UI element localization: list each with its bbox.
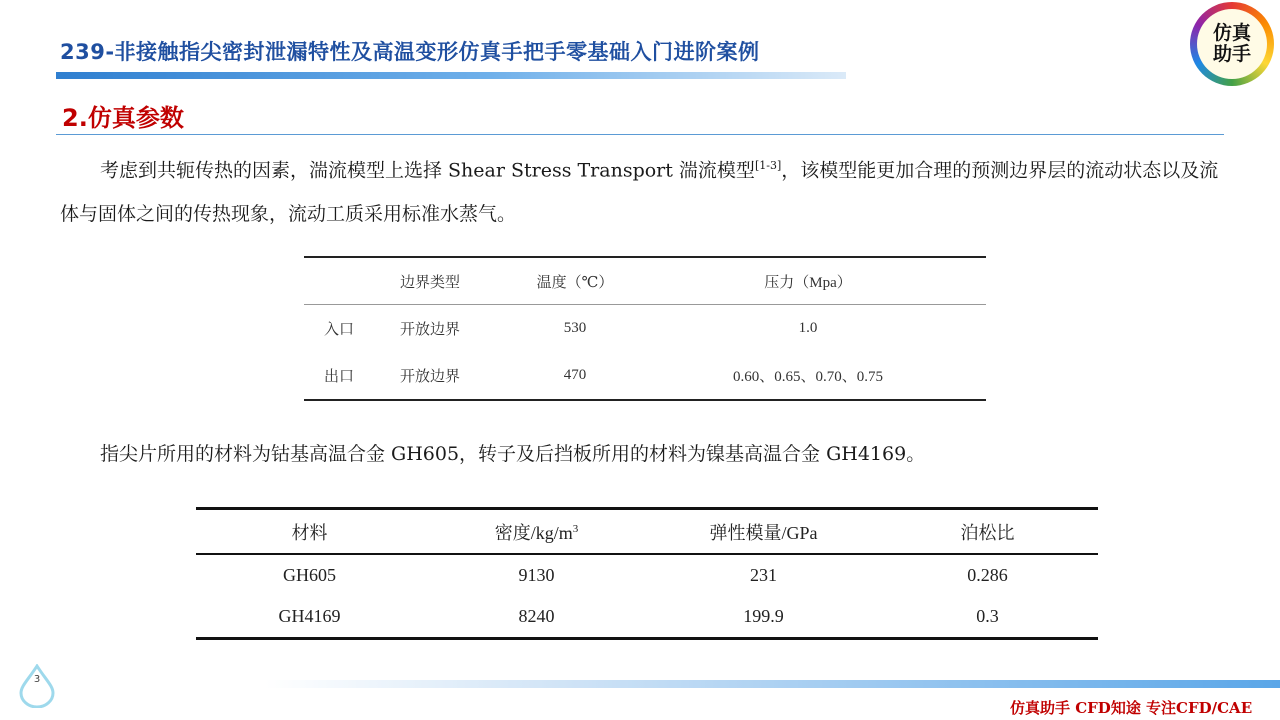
table-cell: 0.286 <box>967 565 1008 585</box>
table-cell: 470 <box>563 367 587 383</box>
table-cell: 9130 <box>518 565 555 585</box>
table-header-cell <box>423 509 650 555</box>
table-header-cell: 弹性模量/GPa <box>650 509 877 555</box>
table-row <box>196 596 1098 639</box>
table-header-cell: 泊松比 <box>877 509 1098 555</box>
table-cell: 1.0 <box>798 320 818 336</box>
paragraph-1-text-b: ，该模型能更加合理的预测边界层的流动状态以及流体与固体之间的传热现象，流动工质采用标准水蒸气。 <box>60 159 1219 226</box>
brand-logo <box>1190 2 1274 86</box>
table-cell: 0.3 <box>976 606 999 626</box>
paragraph-materials: 指尖片所用的材料为钴基高温合金 GH605，转子及后挡板所用的材料为镍基高温合金 GH4169。 <box>100 443 926 465</box>
table-cell: 开放边界 <box>400 369 461 385</box>
density-unit-superscript: 3 <box>572 522 579 535</box>
logo-line-2: 助手 <box>1212 43 1251 65</box>
citation-ref: [1-3] <box>754 159 782 172</box>
page-number: 3 <box>33 674 41 685</box>
section-title: 2.仿真参数 <box>62 104 184 132</box>
table-row <box>304 352 986 400</box>
table-row <box>196 554 1098 596</box>
table-cell: 出口 <box>323 369 354 385</box>
table-cell: 199.9 <box>743 606 784 626</box>
header-accent-bar <box>56 72 846 79</box>
table-cell: GH605 <box>283 565 336 585</box>
paragraph-1-text-a: 考虑到共轭传热的因素，湍流模型上选择 Shear Stress Transport 湍流模型 <box>100 159 755 182</box>
table-cell: 0.60、0.65、0.70、0.75 <box>732 369 883 385</box>
table-cell: 入口 <box>323 322 354 338</box>
water-drop-icon <box>18 664 56 708</box>
table-header-cell: 温度（℃） <box>520 257 630 305</box>
brand-logo-text <box>1197 9 1267 79</box>
density-header-label: 密度/kg/m <box>494 522 573 543</box>
table-cell: 8240 <box>518 606 555 626</box>
table-cell: GH4169 <box>278 606 341 626</box>
material-properties-table <box>196 507 1098 640</box>
logo-line-1: 仿真 <box>1212 22 1251 44</box>
section-divider <box>56 134 1224 135</box>
table-header-row <box>196 509 1098 555</box>
boundary-conditions-table <box>304 256 986 401</box>
table-header-cell <box>304 257 374 305</box>
paragraph-turbulence-model <box>60 144 1220 236</box>
table-cell: 开放边界 <box>400 322 461 338</box>
footer-brand-text: 仿真助手 CFD知途 专注CFD/CAE <box>1010 699 1253 717</box>
table-cell: 530 <box>563 320 587 336</box>
table-row <box>304 305 986 353</box>
document-title: 239-非接触指尖密封泄漏特性及高温变形仿真手把手零基础入门进阶案例 <box>60 40 760 64</box>
table-header-row <box>304 257 986 305</box>
table-header-cell: 压力（Mpa） <box>630 257 986 305</box>
table-cell: 231 <box>750 565 777 585</box>
footer-accent-bar <box>265 680 1280 688</box>
table-header-cell: 材料 <box>196 509 423 555</box>
table-header-cell: 边界类型 <box>374 257 520 305</box>
page-number-badge <box>18 664 56 708</box>
